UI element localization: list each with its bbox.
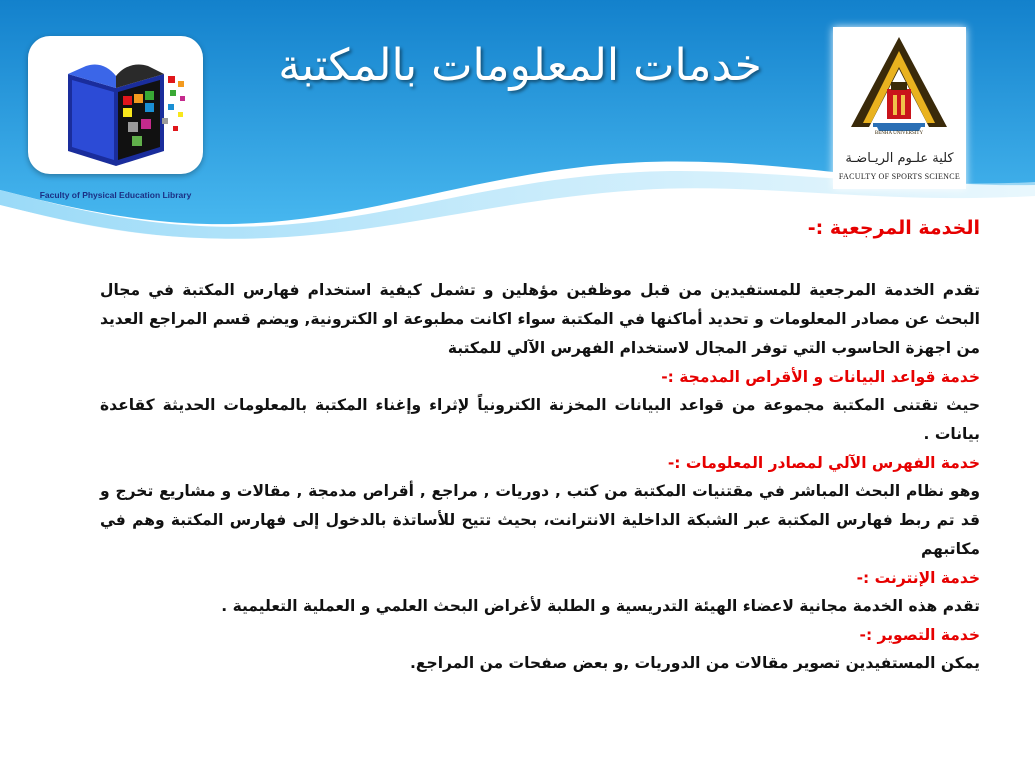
faculty-name-ar: كلية علـوم الريـاضـة: [845, 151, 954, 166]
faculty-logo: [833, 27, 966, 189]
university-emblem-icon: [833, 27, 966, 147]
section-text-catalog: وهو نظام البحث المباشر في مقتنيات المكتبة من كتب , دوريات , مراجع , أقراص مدمجة , مقالات و مشاريع تخرج و قد تم ربط فهارس المكتبة عبر الشبكة الداخلية الانترانت، بحيث تتيح للأساتذة بالدخول إلى فهارس المكتبة وهم في مكاتبهم: [100, 482, 980, 558]
section-text-photocopy: يمكن المستفيدين تصوير مقالات من الدوريات ,و بعض صفحات من المراجع.: [410, 654, 980, 672]
intro-paragraph: تقدم الخدمة المرجعية للمستفيدين من قبل موظفين مؤهلين و تشمل كيفية استخدام فهارس المكتبة في مجال البحث عن مصادر المعلومات و تحديد أماكنها في المكتبة سواء اكانت مطبوعة او الكترونية, ويضم قسم المراجع العديد من اجهزة الحاسوب التي توفر المجال لاستخدام الفهرس الآلي للمكتبة: [100, 281, 980, 357]
section-text-databases: حيث تقتنى المكتبة مجموعة من قواعد البيانات المخزنة الكترونياً لإثراء وإغناء المكتبة بالمعلومات الحديثة كقاعدة بيانات .: [100, 396, 980, 443]
section-heading-catalog: خدمة الفهرس الآلي لمصادر المعلومات :-: [667, 454, 980, 472]
page-title: خدمات المعلومات بالمكتبة: [278, 40, 762, 91]
university-name: BENHA UNIVERSITY: [874, 131, 924, 136]
book-icon: [28, 36, 203, 186]
library-logo: [28, 36, 203, 200]
section-heading-databases: خدمة قواعد البيانات و الأقراص المدمجة :-: [661, 368, 980, 386]
faculty-name-en: FACULTY OF SPORTS SCIENCE: [838, 172, 961, 181]
main-content: [100, 210, 980, 678]
section-text-internet: تقدم هذه الخدمة مجانية لاعضاء الهيئة التدريسية و الطلبة لأغراض البحث العلمي و العملية التعليمية .: [221, 597, 980, 615]
main-heading: الخدمة المرجعية :-: [807, 217, 980, 239]
section-heading-internet: خدمة الإنترنت :-: [856, 569, 980, 587]
section-heading-photocopy: خدمة التصوير :-: [859, 626, 980, 644]
library-caption: Faculty of Physical Education Library: [39, 190, 192, 200]
